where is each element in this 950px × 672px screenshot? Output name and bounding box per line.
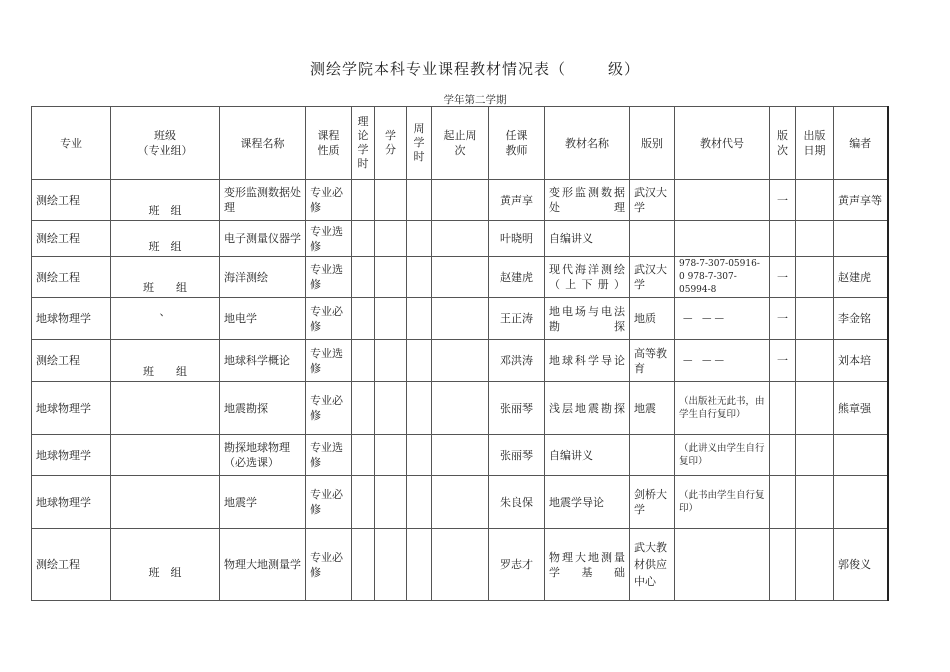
cell-course: 物理大地测量学 (220, 529, 306, 601)
cell-code: — — — (675, 298, 770, 340)
cell-course: 地震勘探 (220, 382, 306, 435)
cell-major: 地球物理学 (32, 382, 111, 435)
cell-course: 地震学 (220, 476, 306, 529)
cell-weekly (407, 382, 432, 435)
cell-textbook: 浅层地震勘探 (545, 382, 630, 435)
title-main: 测绘学院本科专业课程教材情况表（ (309, 60, 566, 78)
cell-textbook: 地电场与电法勘探 (545, 298, 630, 340)
cell-pubdate (796, 435, 834, 476)
cell-edition (630, 221, 675, 257)
cell-teacher: 叶晓明 (489, 221, 545, 257)
cell-nature: 专业选修 (306, 340, 352, 382)
cell-credit (375, 529, 407, 601)
header-major: 专业 (32, 107, 111, 180)
cell-credit (375, 257, 407, 298)
cell-teacher: 张丽琴 (489, 435, 545, 476)
cell-edition: 武汉大学 (630, 180, 675, 221)
cell-pubdate (796, 180, 834, 221)
table-row (32, 382, 888, 435)
cell-teacher: 张丽琴 (489, 382, 545, 435)
cell-weekly (407, 180, 432, 221)
cell-nature: 专业必修 (306, 298, 352, 340)
cell-teacher: 邓洪涛 (489, 340, 545, 382)
cell-credit (375, 298, 407, 340)
cell-teacher: 罗志才 (489, 529, 545, 601)
cell-textbook: 变形监测数据处理 (545, 180, 630, 221)
cell-class: 班 组 (111, 221, 220, 257)
cell-editor: 赵建虎 (834, 257, 888, 298)
document-title (0, 58, 950, 79)
cell-theory (352, 180, 375, 221)
cell-edition: 武大教材供应中心 (630, 529, 675, 601)
header-editor: 编者 (834, 107, 888, 180)
cell-code: （出版社无此书，由学生自行复印） (675, 382, 770, 435)
table-row (32, 180, 888, 221)
header-class: 班级 （专业组） (111, 107, 220, 180)
cell-pubdate (796, 257, 834, 298)
cell-theory (352, 298, 375, 340)
cell-major: 测绘工程 (32, 180, 111, 221)
table-row (32, 221, 888, 257)
cell-edition: 高等教育 (630, 340, 675, 382)
header-weekly-hours: 周学时 (407, 107, 432, 180)
cell-editor (834, 435, 888, 476)
cell-weeks (432, 298, 489, 340)
cell-code (675, 529, 770, 601)
cell-pubdate (796, 221, 834, 257)
header-pubdate: 出版 日期 (796, 107, 834, 180)
header-edition: 版别 (630, 107, 675, 180)
cell-code (675, 221, 770, 257)
cell-credit (375, 221, 407, 257)
cell-code: 978-7-307-05916-0 978-7-307-05994-8 (675, 257, 770, 298)
cell-course: 海洋测绘 (220, 257, 306, 298)
cell-teacher: 朱良保 (489, 476, 545, 529)
cell-theory (352, 435, 375, 476)
cell-pubdate (796, 476, 834, 529)
cell-class: 班 组 (111, 180, 220, 221)
cell-class: 班 组 (111, 340, 220, 382)
cell-theory (352, 382, 375, 435)
cell-textbook: 自编讲义 (545, 221, 630, 257)
cell-major: 地球物理学 (32, 435, 111, 476)
cell-weekly (407, 529, 432, 601)
cell-credit (375, 382, 407, 435)
cell-version: 一 (770, 340, 796, 382)
cell-version: 一 (770, 257, 796, 298)
cell-weekly (407, 221, 432, 257)
cell-nature: 专业必修 (306, 529, 352, 601)
cell-major: 测绘工程 (32, 340, 111, 382)
cell-class (111, 382, 220, 435)
table-row (32, 298, 888, 340)
cell-weekly (407, 476, 432, 529)
cell-weeks (432, 340, 489, 382)
textbook-table (31, 106, 889, 601)
cell-theory (352, 340, 375, 382)
cell-edition: 地质 (630, 298, 675, 340)
header-row (32, 107, 888, 180)
cell-credit (375, 180, 407, 221)
cell-edition: 剑桥大学 (630, 476, 675, 529)
cell-editor: 熊章强 (834, 382, 888, 435)
cell-nature: 专业必修 (306, 476, 352, 529)
cell-version (770, 221, 796, 257)
cell-major: 测绘工程 (32, 257, 111, 298)
cell-teacher: 赵建虎 (489, 257, 545, 298)
header-version: 版 次 (770, 107, 796, 180)
cell-theory (352, 476, 375, 529)
cell-major: 测绘工程 (32, 221, 111, 257)
cell-code: （此书由学生自行复印） (675, 476, 770, 529)
cell-code (675, 180, 770, 221)
cell-version (770, 529, 796, 601)
cell-weekly (407, 257, 432, 298)
cell-edition (630, 435, 675, 476)
header-course: 课程名称 (220, 107, 306, 180)
cell-weeks (432, 382, 489, 435)
cell-code: — — — (675, 340, 770, 382)
cell-theory (352, 529, 375, 601)
cell-nature: 专业必修 (306, 180, 352, 221)
cell-editor (834, 476, 888, 529)
cell-theory (352, 221, 375, 257)
cell-weekly (407, 340, 432, 382)
cell-weekly (407, 298, 432, 340)
cell-weeks (432, 257, 489, 298)
cell-pubdate (796, 340, 834, 382)
cell-major: 测绘工程 (32, 529, 111, 601)
header-weeks: 起止周 次 (432, 107, 489, 180)
table-row (32, 435, 888, 476)
cell-major: 地球物理学 (32, 298, 111, 340)
cell-pubdate (796, 529, 834, 601)
cell-teacher: 王正涛 (489, 298, 545, 340)
header-theory-hours: 理论学时 (352, 107, 375, 180)
cell-textbook: 地球科学导论 (545, 340, 630, 382)
cell-edition: 地震 (630, 382, 675, 435)
title-end: 级） (608, 60, 641, 78)
cell-editor: 刘本培 (834, 340, 888, 382)
cell-course: 电子测量仪器学 (220, 221, 306, 257)
cell-version (770, 435, 796, 476)
cell-theory (352, 257, 375, 298)
cell-edition: 武汉大学 (630, 257, 675, 298)
cell-editor (834, 221, 888, 257)
cell-editor: 郭俊义 (834, 529, 888, 601)
cell-version: 一 (770, 298, 796, 340)
cell-nature: 专业选修 (306, 257, 352, 298)
cell-version (770, 476, 796, 529)
cell-course: 地球科学概论 (220, 340, 306, 382)
cell-course: 勘探地球物理（必选课） (220, 435, 306, 476)
cell-editor: 李金铭 (834, 298, 888, 340)
cell-code: （此讲义由学生自行复印） (675, 435, 770, 476)
cell-weeks (432, 476, 489, 529)
cell-nature: 专业必修 (306, 382, 352, 435)
cell-pubdate (796, 298, 834, 340)
cell-credit (375, 476, 407, 529)
table-row (32, 340, 888, 382)
table-row (32, 257, 888, 298)
cell-textbook: 物理大地测量学基础 (545, 529, 630, 601)
cell-weekly (407, 435, 432, 476)
cell-class: 班 组 (111, 529, 220, 601)
cell-weeks (432, 435, 489, 476)
header-credit: 学分 (375, 107, 407, 180)
cell-nature: 专业选修 (306, 221, 352, 257)
cell-credit (375, 435, 407, 476)
cell-editor: 黄声享等 (834, 180, 888, 221)
cell-teacher: 黄声享 (489, 180, 545, 221)
cell-pubdate (796, 382, 834, 435)
header-teacher: 任课 教师 (489, 107, 545, 180)
cell-class (111, 435, 220, 476)
cell-nature: 专业选修 (306, 435, 352, 476)
header-textbook: 教材名称 (545, 107, 630, 180)
cell-class: 班 组 (111, 257, 220, 298)
semester-subtitle: 学年第二学期 (443, 94, 507, 106)
cell-weeks (432, 180, 489, 221)
cell-textbook: 现代海洋测绘（上下册） (545, 257, 630, 298)
cell-course: 变形监测数据处理 (220, 180, 306, 221)
cell-textbook: 自编讲义 (545, 435, 630, 476)
cell-version: 一 (770, 180, 796, 221)
cell-textbook: 地震学导论 (545, 476, 630, 529)
cell-version (770, 382, 796, 435)
header-code: 教材代号 (675, 107, 770, 180)
table-row (32, 529, 888, 601)
cell-class (111, 476, 220, 529)
cell-weeks (432, 221, 489, 257)
cell-course: 地电学 (220, 298, 306, 340)
cell-class: 、 (111, 298, 220, 340)
cell-weeks (432, 529, 489, 601)
cell-credit (375, 340, 407, 382)
header-nature: 课程 性质 (306, 107, 352, 180)
table-row (32, 476, 888, 529)
cell-major: 地球物理学 (32, 476, 111, 529)
